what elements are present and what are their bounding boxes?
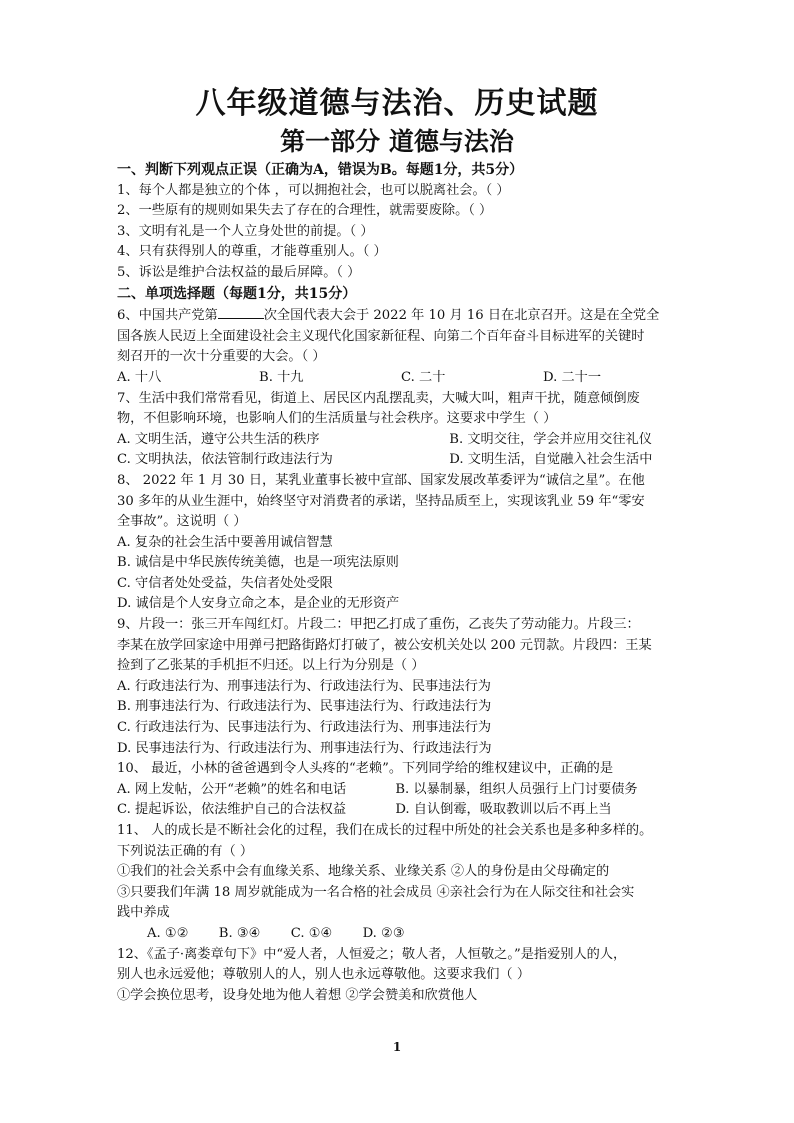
- option-c: C. 行政违法行为、民事违法行为、行政违法行为、刑事违法行为: [117, 720, 492, 736]
- question-11-options: [117, 924, 685, 945]
- option-d: D. 诚信是个人安身立命之本，是企业的无形资产: [117, 596, 400, 612]
- question-6-line-2: 国各族人民迈上全面建设社会主义现代化国家新征程、向第二个百年奋斗目标进军的关键时: [117, 328, 645, 344]
- option-d: D. 自认倒霉，吸取教训以后不再上当: [395, 802, 612, 818]
- question-8-line-2: 30 多年的从业生涯中，始终坚守对消费者的承诺，坚持品质至上，实现该乳业 59 年“零安: [117, 493, 645, 509]
- question-10-options-row-2: [117, 800, 685, 821]
- option-a: A. 十八: [117, 369, 162, 385]
- option-d: D. ②③: [362, 925, 405, 941]
- option-b: B. 刑事违法行为、行政违法行为、民事违法行为、行政违法行为: [117, 699, 492, 715]
- question-11-line-2: 下列说法正确的有（ ）: [117, 843, 254, 859]
- question-8-line-3: 全事故”。这说明（ ）: [117, 514, 247, 530]
- question-6-prefix: 6、中国共产党第: [117, 308, 218, 324]
- page-number: 1: [392, 1040, 402, 1054]
- question-12-line-2: 别人也永远爱他；尊敬别人的人，别人也永远尊敬他。这要求我们（ ）: [117, 967, 531, 983]
- question-3: 3、文明有礼是一个人立身处世的前提。（ ）: [117, 223, 374, 239]
- question-12-line-3: ①学会换位思考，设身处地为他人着想 ②学会赞美和欣赏他人: [117, 987, 478, 1003]
- option-a: A. 复杂的社会生活中要善用诚信智慧: [117, 534, 333, 550]
- option-b: B. ③④: [218, 925, 261, 941]
- option-d: D. 二十一: [543, 369, 602, 385]
- option-b: B. 诚信是中华民族传统美德，也是一项宪法原则: [117, 555, 399, 571]
- option-a: A. ①②: [147, 925, 189, 941]
- option-c: C. 二十: [401, 369, 446, 385]
- question-1: 1、每个人都是独立的个体 ，可以拥抱社会，也可以脱离社会。（ ）: [117, 182, 510, 198]
- question-5: 5、诉讼是维护合法权益的最后屏障。（ ）: [117, 264, 361, 280]
- option-d: D. 民事违法行为、行政违法行为、刑事违法行为、行政违法行为: [117, 740, 492, 756]
- question-6-options: [117, 368, 685, 389]
- question-6-line-3: 刻召开的一次十分重要的大会。（ ）: [117, 349, 326, 365]
- part-subtitle: 第一部分 道德与法治: [280, 127, 514, 156]
- question-9-line-2: 李某在放学回家途中用弹弓把路街路灯打破了，被公安机关处以 200 元罚款。片段四：王某: [117, 637, 652, 653]
- question-9-line-3: 捡到了乙张某的手机拒不归还。以上行为分别是（ ）: [117, 658, 425, 674]
- option-c: C. 提起诉讼，依法维护自己的合法权益: [117, 802, 347, 818]
- option-c: C. ①④: [290, 925, 333, 941]
- question-11-line-4: ③只要我们年满 18 周岁就能成为一名合格的社会成员 ④亲社会行为在人际交往和社会实: [117, 884, 635, 900]
- question-7-options-row-1: [117, 430, 685, 451]
- option-a: A. 行政违法行为、刑事违法行为、行政违法行为、民事违法行为: [117, 678, 491, 694]
- question-11-line-1: 11、 人的成长是不断社会化的过程，我们在成长的过程中所处的社会关系也是多种多样的。: [117, 823, 653, 838]
- question-10-line-1: 10、 最近，小林的爸爸遇到令人头疼的“老赖”。下列同学给的维权建议中，正确的是: [117, 761, 614, 777]
- question-9-line-1: 9、片段一：张三开车闯红灯。片段二：甲把乙打成了重伤，乙丧失了劳动能力。片段三：: [117, 617, 640, 633]
- question-6-suffix: 次全国代表大会于 2022 年 10 月 16 日在北京召开。这是在全党全: [263, 308, 660, 324]
- question-6-line-1: [117, 304, 685, 327]
- option-d: D. 文明生活，自觉融入社会生活中: [449, 452, 653, 468]
- section-heading-single-choice: 二、单项选择题（每题1分，共15分）: [117, 285, 357, 302]
- question-11-line-3: ①我们的社会关系中会有血缘关系、地缘关系、业缘关系 ②人的身份是由父母确定的: [117, 864, 610, 880]
- option-a: A. 文明生活，遵守公共生活的秩序: [117, 431, 320, 447]
- question-10-options-row-1: [117, 780, 685, 801]
- option-c: C. 守信者处处受益，失信者处处受限: [117, 575, 333, 591]
- question-2: 2、一些原有的规则如果失去了存在的合理性，就需要废除。（ ）: [117, 203, 493, 219]
- question-8-line-1: 8、 2022 年 1 月 30 日，某乳业董事长被中宣部、国家发展改革委评为“诚信之星”。在他: [117, 472, 645, 488]
- question-11-line-5: 践中养成: [117, 905, 170, 921]
- option-a: A. 网上发帖，公开“老赖”的姓名和电话: [117, 781, 347, 797]
- question-12-line-1: 12、《孟子·离娄章句下》中“爱人者，人恒爱之；敬人者，人恒敬之。”是指爱别人的人，: [117, 946, 627, 962]
- question-7-line-2: 物，不但影响环境，也影响人们的生活质量与社会秩序。这要求中学生（ ）: [117, 411, 557, 427]
- exam-title: 八年级道德与法治、历史试题: [195, 86, 599, 121]
- option-b: B. 十九: [259, 369, 304, 385]
- option-c: C. 文明执法，依法管制行政违法行为: [117, 452, 333, 468]
- question-7-line-1: 7、生活中我们常常看见，街道上、居民区内乱摆乱卖，大喊大叫，粗声干扰，随意倾倒废: [117, 390, 640, 406]
- exam-body: [117, 160, 685, 1006]
- question-7-options-row-2: [117, 450, 685, 471]
- option-b: B. 以暴制暴，组织人员强行上门讨要债务: [395, 781, 638, 797]
- question-4: 4、只有获得别人的尊重，才能尊重别人。（ ）: [117, 244, 387, 260]
- option-b: B. 文明交往，学会并应用交往礼仪: [449, 431, 652, 447]
- fill-in-blank: [218, 304, 264, 319]
- section-heading-true-false: 一、判断下列观点正误（正确为A，错误为B。每题1分，共5分）: [117, 162, 524, 178]
